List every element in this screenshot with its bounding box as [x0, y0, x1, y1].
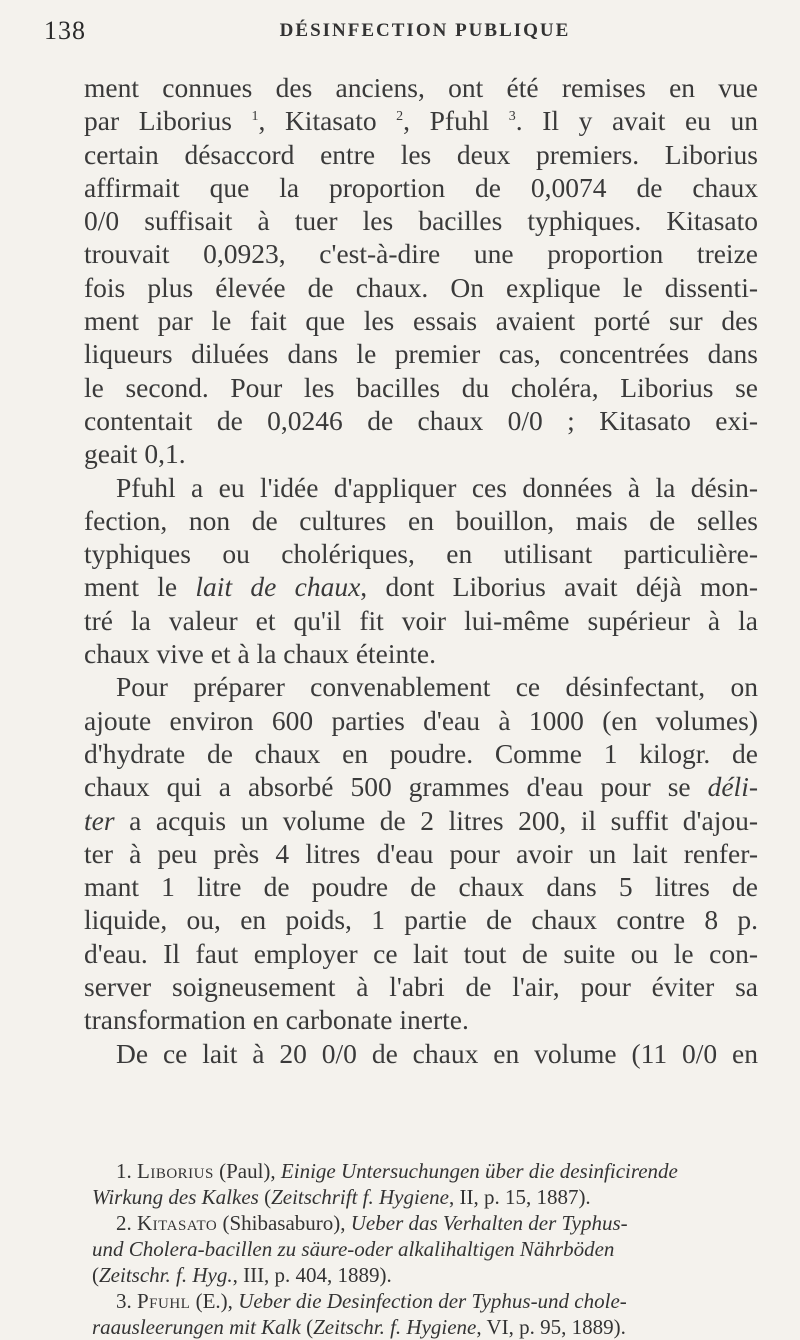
footnote-author: Pfuhl [137, 1289, 191, 1313]
running-head: DÉSINFECTION PUBLIQUE [279, 20, 571, 41]
footnote-number: 1. [116, 1159, 132, 1183]
footnote-author: Kitasato [137, 1211, 218, 1235]
footnote-1 [92, 1158, 762, 1184]
text-line: Pour préparer convenablement ce désinfectant, on [116, 671, 758, 703]
page-header [44, 16, 756, 50]
footnote-journal: Zeitschr. f. Hyg. [99, 1263, 233, 1287]
text-line: trouvait 0,0923, c'est-à-dire une proportion treize [84, 238, 758, 270]
emphasis-ter: ter [84, 804, 115, 836]
footnote-title: Ueber das Verhalten der Typhus- [350, 1211, 628, 1235]
footnote-number: 3. [116, 1289, 132, 1313]
footnote-ref-2: 2 [396, 109, 404, 125]
text-fragment: ment le [84, 571, 196, 603]
footnote-title-cont: Wirkung des Kalkes [92, 1185, 259, 1209]
footnote-2-cont2: (Zeitschr. f. Hyg., III, p. 404, 1889). [92, 1263, 392, 1287]
text-line: liquide, ou, en poids, 1 partie de chaux contre 8 p. [84, 904, 758, 936]
text-line: contentait de 0,0246 de chaux 0/0 ; Kitasato exi- [84, 404, 758, 436]
text-fragment: , [258, 105, 285, 137]
text-line: server soigneusement à l'abri de l'air, pour éviter sa [84, 971, 758, 1003]
text-fragment: chaux qui a absorbé 500 grammes d'eau pour se [84, 771, 708, 803]
footnote-author-detail: (E.), [190, 1289, 239, 1313]
text-line: fois plus élevée de chaux. On explique le dissenti- [84, 271, 758, 303]
footnote-1-cont: Wirkung des Kalkes (Zeitschrift f. Hygiene, II, p. 15, 1887). [92, 1185, 591, 1209]
footnote-title-cont: und Cholera-bacillen zu säure-oder alkalihaltigen Nährböden [92, 1237, 615, 1261]
text-line: d'eau. Il faut employer ce lait tout de suite ou le con- [84, 937, 758, 969]
footnote-title-cont: raausleerungen mit Kalk [92, 1315, 301, 1339]
text-line: typhiques ou cholériques, en utilisant particulière- [84, 538, 758, 570]
text-line: transformation en carbonate inerte. [84, 1004, 469, 1036]
footnote-journal: Zeitschr. f. Hygiene [313, 1315, 477, 1339]
footnote-2-cont [92, 1236, 762, 1262]
footnote-details: , VI, p. 95, 1889). [476, 1315, 626, 1339]
footnote-2 [92, 1210, 762, 1236]
footnote-author: Liborius [137, 1159, 214, 1183]
body-text [84, 71, 758, 1070]
text-line: affirmait que la proportion de 0,0074 de chaux [84, 171, 758, 203]
footnotes [92, 1158, 762, 1340]
author-pfuhl: Pfuhl [429, 105, 490, 137]
footnote-ref-1: 1 [251, 109, 259, 125]
footnote-details: , II, p. 15, 1887). [448, 1185, 591, 1209]
text-line: fection, non de cultures en bouillon, mais de selles [84, 504, 758, 536]
text-fragment: par [84, 105, 139, 137]
text-line-with-emphasis [84, 770, 758, 803]
text-line: certain désaccord entre les deux premiers. Liborius [84, 138, 758, 170]
text-line: De ce lait à 20 0/0 de chaux en volume (11 0/0 en [116, 1037, 758, 1069]
footnote-title: Ueber die Desinfection der Typhus-und chole- [238, 1289, 627, 1313]
page-number: 138 [44, 16, 86, 45]
text-fragment: , [403, 105, 430, 137]
footnote-3 [92, 1288, 762, 1314]
text-line: geait 0,1. [84, 438, 186, 470]
emphasis-deliter: déli- [707, 771, 758, 803]
text-fragment: , dont Liborius avait déjà mon- [360, 571, 758, 603]
text-line-with-emphasis [84, 804, 758, 837]
footnote-details: , III, p. 404, 1889). [232, 1263, 392, 1287]
text-line: ment connues des anciens, ont été remises en vue [84, 72, 758, 103]
text-line: ment par le fait que les essais avaient porté sur des [84, 305, 758, 337]
footnote-author-detail: (Shibasaburo), [217, 1211, 351, 1235]
footnote-3-cont: raausleerungen mit Kalk (Zeitschr. f. Hygiene, VI, p. 95, 1889). [92, 1315, 626, 1339]
text-line: 0/0 suffisait à tuer les bacilles typhiques. Kitasato [84, 205, 758, 237]
text-line: ter à peu près 4 litres d'eau pour avoir un lait renfer- [84, 837, 758, 869]
author-kitasato: Kitasato [284, 105, 377, 137]
footnote-number: 2. [116, 1211, 132, 1235]
footnote-journal: Zeitschrift f. Hygiene [271, 1185, 449, 1209]
text-line-with-refs [84, 104, 758, 137]
text-line: tré la valeur et qu'il fit voir lui-même supérieur à la [84, 604, 758, 636]
text-line: le second. Pour les bacilles du choléra, Liborius se [84, 371, 758, 403]
text-line: chaux vive et à la chaux éteinte. [84, 638, 436, 670]
footnote-title: Einige Untersuchungen über die desinficirende [280, 1159, 678, 1183]
text-line: liqueurs diluées dans le premier cas, concentrées dans [84, 338, 758, 370]
text-line: d'hydrate de chaux en poudre. Comme 1 kilogr. de [84, 737, 758, 769]
text-fragment: a acquis un volume de 2 litres 200, il suffit d'ajou- [114, 804, 758, 836]
text-line: Pfuhl a eu l'idée d'appliquer ces données à la désin- [116, 471, 758, 503]
text-fragment: . Il y avait eu un [515, 105, 759, 137]
footnote-ref-3: 3 [508, 109, 516, 125]
text-line: ajoute environ 600 parties d'eau à 1000 (en volumes) [84, 704, 758, 736]
text-line-with-emphasis [84, 570, 758, 603]
footnote-author-detail: (Paul), [213, 1159, 281, 1183]
emphasis-lait-de-chaux: lait de chaux [195, 571, 361, 603]
author-liborius: Liborius [138, 105, 232, 137]
text-line: mant 1 litre de poudre de chaux dans 5 litres de [84, 871, 758, 903]
